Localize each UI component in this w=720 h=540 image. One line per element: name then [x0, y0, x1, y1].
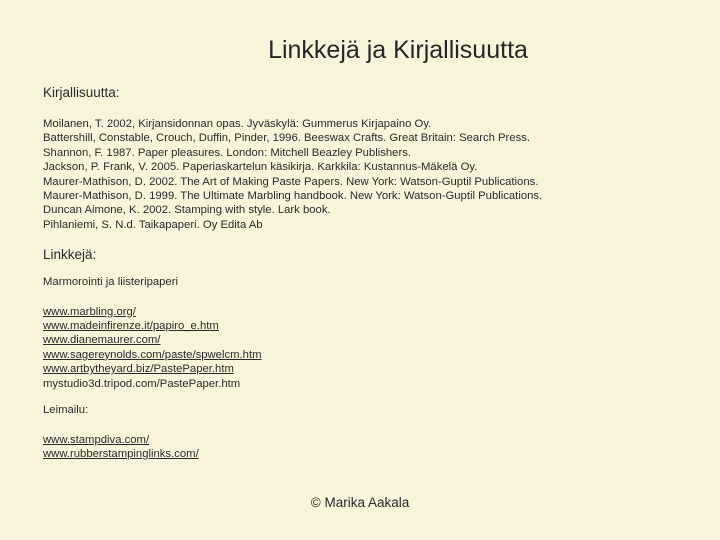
- link-rubberstampinglinks[interactable]: www.rubberstampinglinks.com/: [43, 447, 199, 460]
- list-item: [43, 433, 703, 447]
- stamping-subheading: Leimailu:: [43, 404, 89, 417]
- marbling-subheading: Marmorointi ja liisteripaperi: [43, 276, 178, 289]
- list-item: [43, 333, 703, 347]
- literature-item: Moilanen, T. 2002, Kirjansidonnan opas. Jyväskylä: Gummerus Kirjapaino Oy.: [43, 118, 432, 130]
- list-item: [43, 305, 703, 319]
- list-item: [43, 319, 703, 333]
- literature-item: Battershill, Constable, Crouch, Duffin, Pinder, 1996. Beeswax Crafts. Great Britain: Search Press.: [43, 132, 531, 145]
- link-artbytheyard[interactable]: www.artbytheyard.biz/PastePaper.htm: [43, 363, 234, 376]
- link-dianemaurer[interactable]: www.dianemaurer.com/: [43, 334, 161, 347]
- copyright-footer: © Marika Aakala: [310, 495, 410, 510]
- literature-item: Jackson, P. Frank, V. 2005. Paperiaskartelun käsikirja. Karkkila: Kustannus-Mäkelä Oy.: [43, 161, 478, 174]
- marbling-link-list: [43, 305, 703, 391]
- literature-item: Maurer-Mathison, D. 1999. The Ultimate Marbling handbook. New York: Watson-Guptil Publications.: [43, 190, 543, 203]
- link-madeinfirenze[interactable]: www.madeinfirenze.it/papiro_e.htm: [43, 320, 219, 333]
- list-item: [43, 362, 703, 376]
- list-item-plain: mystudio3d.tripod.com/PastePaper.htm: [43, 377, 241, 390]
- list-item: [43, 447, 703, 461]
- link-sagereynolds[interactable]: www.sagereynolds.com/paste/spwelcm.htm: [43, 348, 262, 361]
- main-content: [43, 84, 703, 461]
- literature-item: Maurer-Mathison, D. 2002. The Art of Making Paste Papers. New York: Watson-Guptil Publications.: [43, 175, 539, 188]
- literature-heading: Kirjallisuutta:: [43, 85, 120, 100]
- link-stampdiva[interactable]: www.stampdiva.com/: [43, 433, 150, 446]
- literature-item: Pihlaniemi, S. N.d. Taikapaperi. Oy Edita Ab: [43, 218, 263, 231]
- list-item: [43, 348, 703, 362]
- links-heading: Linkkejä:: [43, 247, 97, 263]
- literature-item: Duncan Aimone, K. 2002. Stamping with style. Lark book.: [43, 204, 331, 217]
- page-title: Linkkejä ja Kirjallisuutta: [268, 36, 528, 64]
- literature-item: Shannon, F. 1987. Paper pleasures. London: Mitchell Beazley Publishers.: [43, 146, 412, 159]
- link-marbling-org[interactable]: www.marbling.org/: [43, 305, 136, 318]
- stamping-link-list: [43, 433, 703, 462]
- literature-list: [43, 117, 703, 232]
